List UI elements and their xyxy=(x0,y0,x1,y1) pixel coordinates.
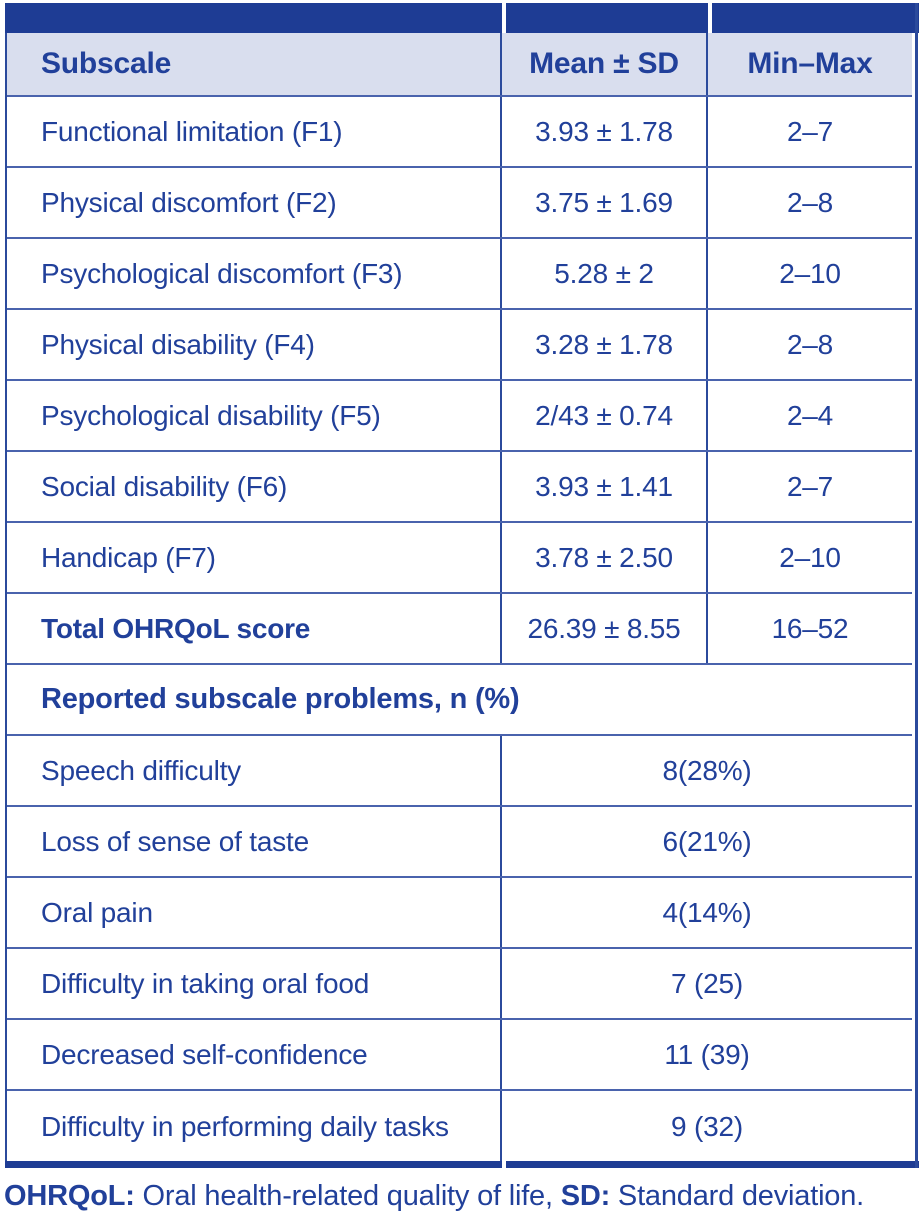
mean-sd-value: 2/43 ± 0.74 xyxy=(502,381,708,450)
header-row xyxy=(7,33,912,97)
mean-sd-value: 3.75 ± 1.69 xyxy=(502,168,708,237)
min-max-value: 2–4 xyxy=(786,399,834,431)
problem-label: Difficulty in performing daily tasks xyxy=(7,1091,502,1162)
top-border-gap-1 xyxy=(502,3,506,33)
ohrqol-table xyxy=(5,33,912,1162)
subscale-label: Psychological disability (F5) xyxy=(7,381,502,450)
min-max-value: 2–10 xyxy=(779,541,841,573)
min-max-value: 2–8 xyxy=(786,328,834,360)
mean-sd-value: 3.28 ± 1.78 xyxy=(502,310,708,379)
table-row-total xyxy=(7,594,912,665)
footnote-text-1: Oral health-related quality of life, xyxy=(142,1180,553,1212)
min-max-value: 2–8 xyxy=(786,186,834,218)
subscale-label: Physical disability (F4) xyxy=(7,310,502,379)
footnote-text-2: Standard deviation. xyxy=(617,1180,865,1212)
table-row-f2 xyxy=(7,168,912,239)
problem-value: 7 (25) xyxy=(671,967,743,999)
problem-label: Speech difficulty xyxy=(7,736,502,805)
total-score-label: Total OHRQoL score xyxy=(7,594,502,663)
bottom-border-gap xyxy=(502,1161,506,1168)
problem-value: 8(28%) xyxy=(662,754,752,786)
problem-value: 11 (39) xyxy=(664,1038,750,1070)
mean-sd-value: 3.78 ± 2.50 xyxy=(502,523,708,592)
top-border-gap-2 xyxy=(708,3,712,33)
table-right-border xyxy=(915,3,918,1168)
problem-value: 4(14%) xyxy=(662,896,752,928)
problem-row-confidence xyxy=(7,1020,912,1091)
problem-row-speech xyxy=(7,736,912,807)
table-bottom-border xyxy=(5,1161,919,1168)
table-footnote xyxy=(4,1180,864,1213)
section-title: Reported subscale problems, n (%) xyxy=(41,683,520,715)
subscale-label: Physical discomfort (F2) xyxy=(7,168,502,237)
problem-value: 6(21%) xyxy=(662,825,752,857)
col-header-subscale: Subscale xyxy=(7,33,502,95)
subscale-label: Handicap (F7) xyxy=(7,523,502,592)
subscale-label: Social disability (F6) xyxy=(7,452,502,521)
col-header-mean-sd: Mean ± SD xyxy=(502,33,708,95)
table-row-f6 xyxy=(7,452,912,523)
table-row-f5 xyxy=(7,381,912,452)
footnote-abbr-ohrqol: OHRQoL: xyxy=(4,1180,135,1212)
table-row-f1 xyxy=(7,97,912,168)
table-row-f4 xyxy=(7,310,912,381)
problem-row-oral-pain xyxy=(7,878,912,949)
problem-label: Oral pain xyxy=(7,878,502,947)
subscale-label: Functional limitation (F1) xyxy=(7,97,502,166)
subscale-label: Psychological discomfort (F3) xyxy=(7,239,502,308)
problem-row-oral-food xyxy=(7,949,912,1020)
footnote-abbr-sd: SD: xyxy=(560,1180,611,1212)
table-row-f3 xyxy=(7,239,912,310)
min-max-value: 2–7 xyxy=(786,470,834,502)
problem-row-taste xyxy=(7,807,912,878)
problem-label: Decreased self-confidence xyxy=(7,1020,502,1089)
mean-sd-value: 5.28 ± 2 xyxy=(502,239,708,308)
problem-value: 9 (32) xyxy=(671,1110,743,1142)
mean-sd-value: 26.39 ± 8.55 xyxy=(502,594,708,663)
section-header-row xyxy=(7,665,912,736)
min-max-value: 2–10 xyxy=(779,257,841,289)
mean-sd-value: 3.93 ± 1.78 xyxy=(502,97,708,166)
table-top-border xyxy=(5,3,919,33)
problem-row-daily-tasks xyxy=(7,1091,912,1162)
mean-sd-value: 3.93 ± 1.41 xyxy=(502,452,708,521)
min-max-value: 2–7 xyxy=(786,115,834,147)
problem-label: Loss of sense of taste xyxy=(7,807,502,876)
min-max-value: 16–52 xyxy=(771,612,849,644)
col-header-min-max: Min–Max xyxy=(747,47,873,80)
table-row-f7 xyxy=(7,523,912,594)
problem-label: Difficulty in taking oral food xyxy=(7,949,502,1018)
